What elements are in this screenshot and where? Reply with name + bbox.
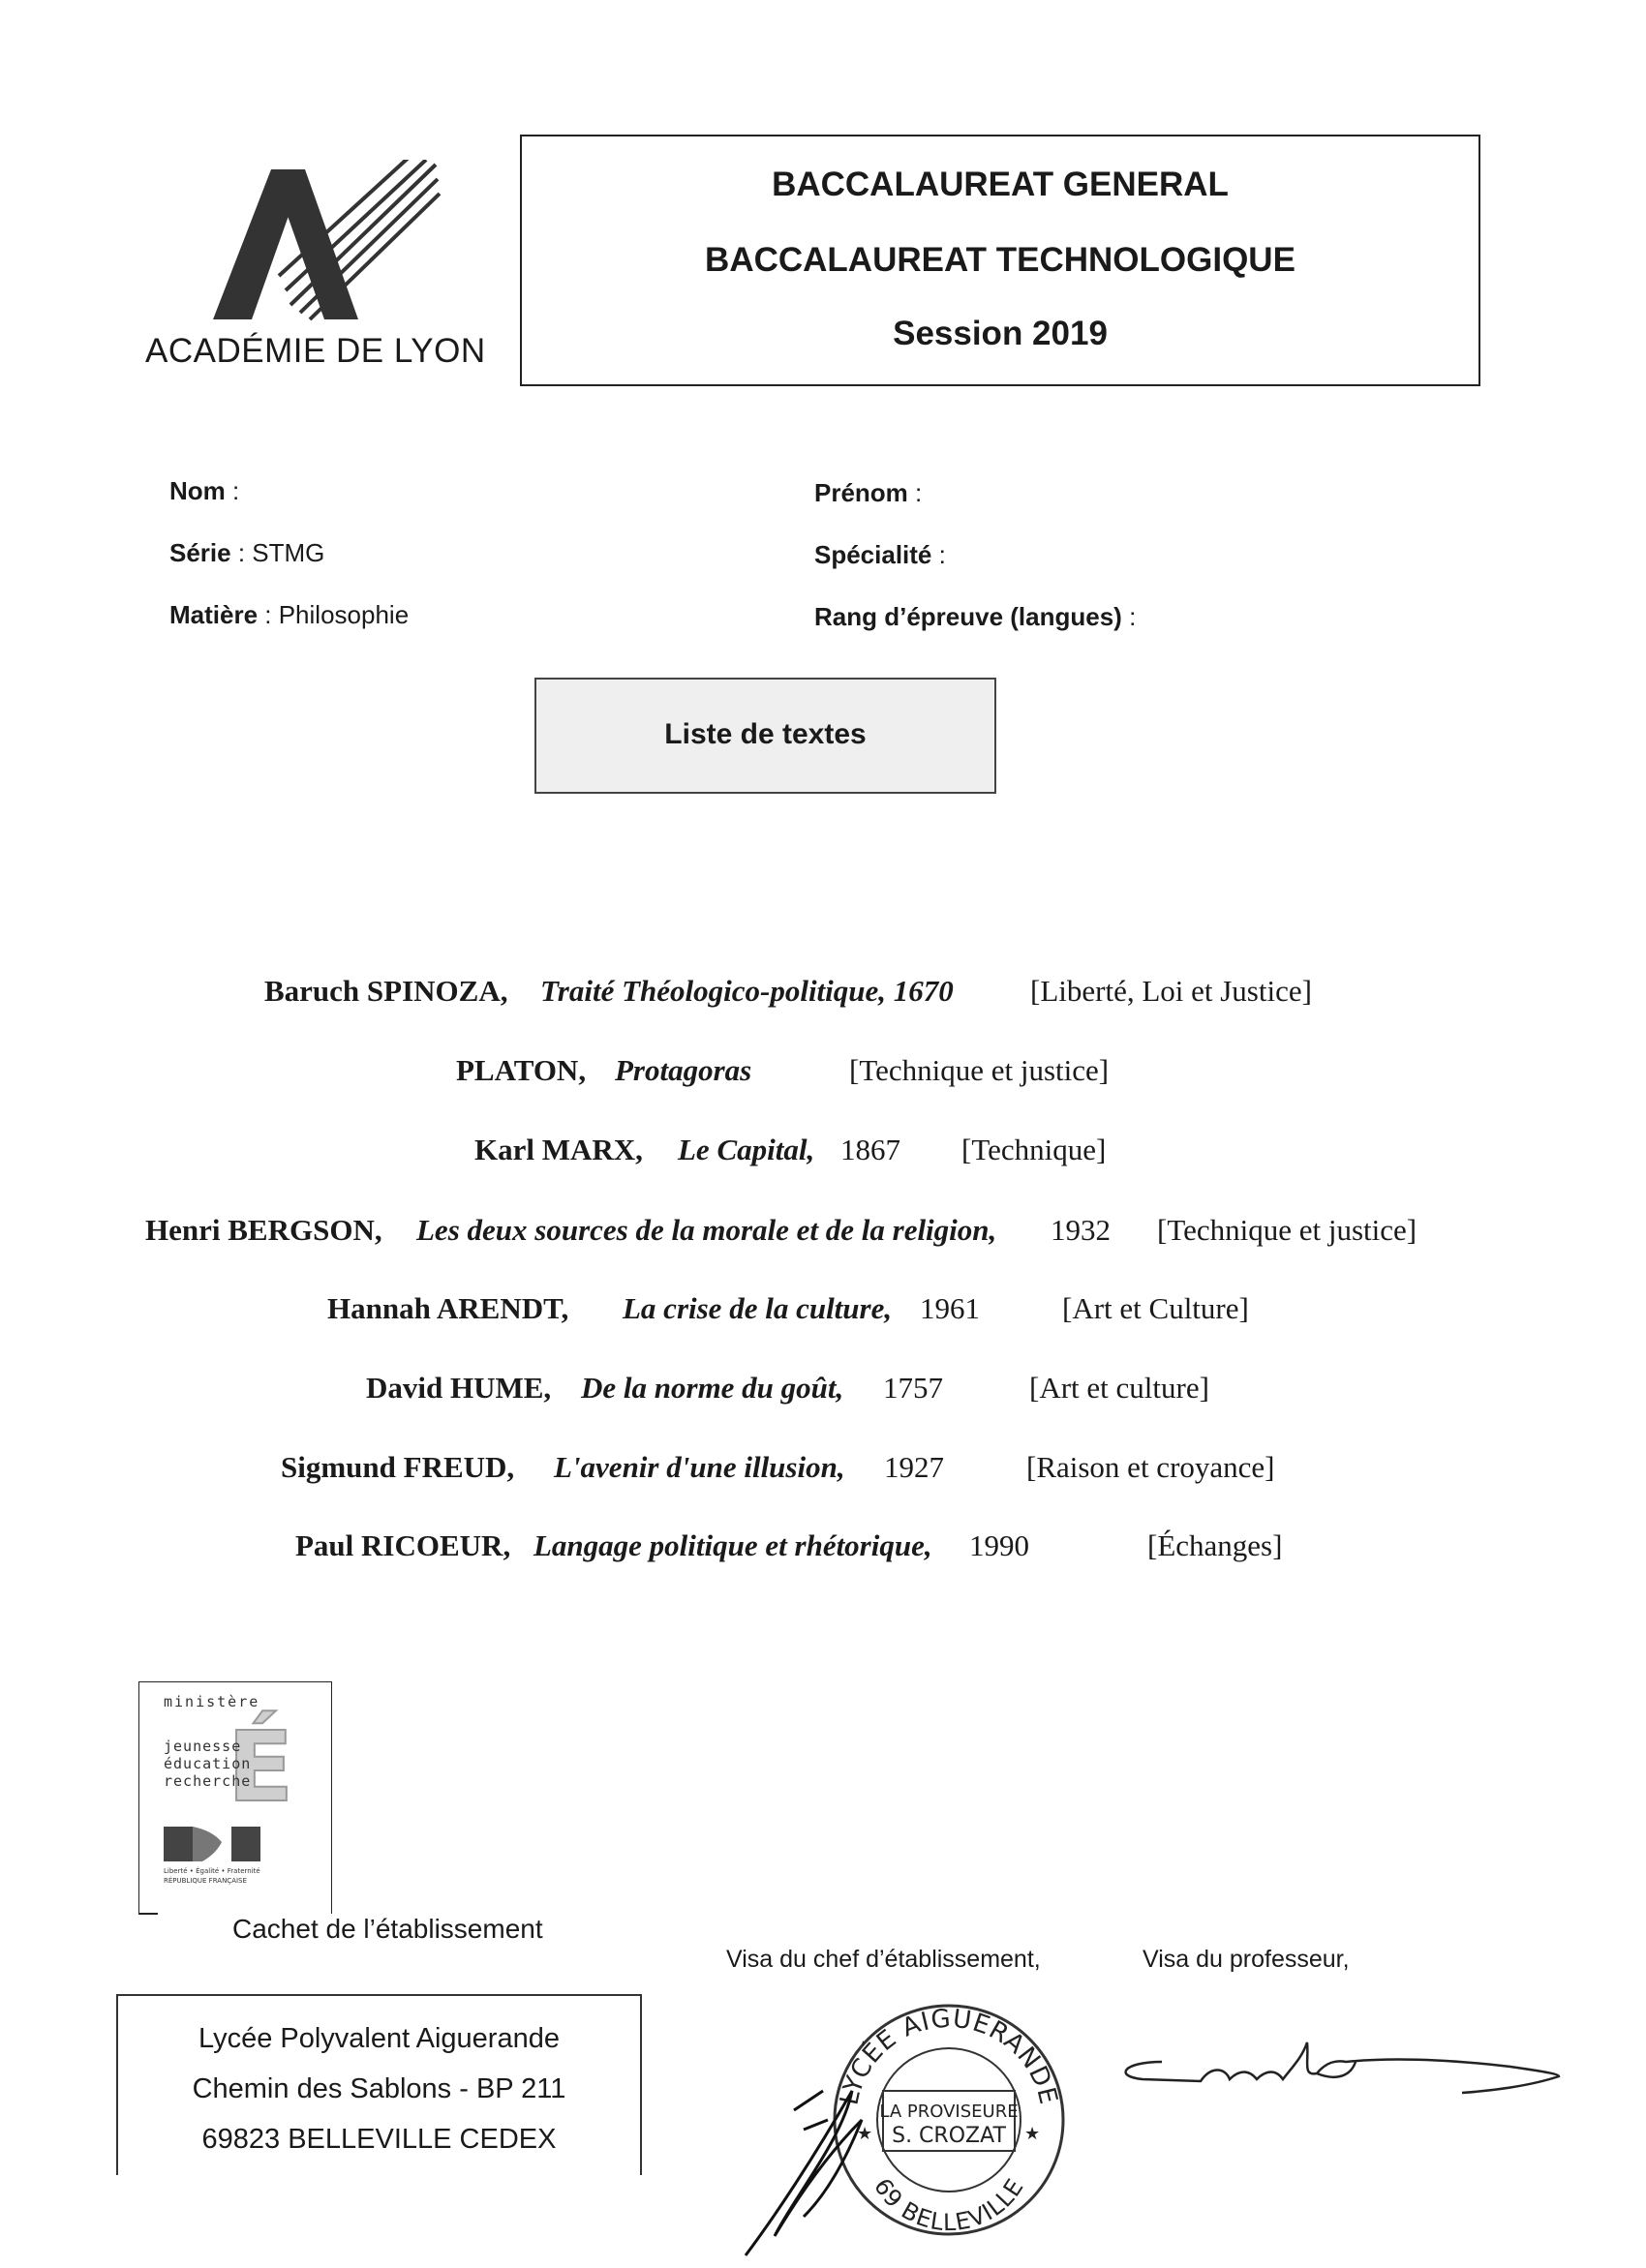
text-theme: [Technique et justice] xyxy=(849,1053,1110,1087)
text-work: Langage politique et rhétorique, xyxy=(533,1528,932,1562)
exam-title-box xyxy=(520,135,1480,386)
text-theme: [Art et Culture] xyxy=(1062,1291,1249,1325)
text-work: L'avenir d'une illusion, xyxy=(554,1450,845,1484)
matiere-value: : Philosophie xyxy=(258,600,410,629)
stamp-top-arc: LYCÉE AIGUERANDE xyxy=(835,2004,1063,2108)
field-matiere xyxy=(169,600,409,630)
text-work: Protagoras xyxy=(615,1053,752,1087)
field-serie xyxy=(169,538,324,568)
text-year: 1932 xyxy=(1051,1213,1111,1247)
field-specialite xyxy=(814,540,946,570)
text-theme: [Liberté, Loi et Justice] xyxy=(1030,974,1312,1008)
list-title: Liste de textes xyxy=(664,718,867,750)
text-author: Karl MARX, xyxy=(474,1133,643,1166)
rang-label: Rang d’épreuve (langues) xyxy=(814,602,1122,631)
title-bac-general: BACCALAUREAT GENERAL xyxy=(772,166,1229,203)
text-work: De la norme du goût, xyxy=(581,1371,844,1405)
text-author: Hannah ARENDT, xyxy=(327,1291,569,1325)
school-address-box xyxy=(116,1994,642,2175)
address-line2: Chemin des Sablons - BP 211 xyxy=(192,2073,566,2104)
text-theme: [Raison et croyance] xyxy=(1026,1450,1275,1484)
prenom-sep: : xyxy=(907,478,923,507)
field-prenom xyxy=(814,478,922,508)
text-theme: [Technique] xyxy=(961,1133,1107,1166)
ministry-line4: recherche xyxy=(164,1772,252,1790)
title-bac-techno: BACCALAUREAT TECHNOLOGIQUE xyxy=(705,241,1295,279)
academy-logo xyxy=(145,160,494,382)
text-author: David HUME, xyxy=(366,1371,552,1405)
academy-name: ACADÉMIE DE LYON xyxy=(145,332,486,370)
text-work: Les deux sources de la morale et de la religion, xyxy=(416,1213,997,1247)
text-work: Le Capital, xyxy=(678,1133,815,1166)
cachet-label: Cachet de l’établissement xyxy=(232,1914,543,1944)
text-year: 1961 xyxy=(920,1291,980,1325)
list-title-box xyxy=(534,678,996,794)
ministry-line2: jeunesse xyxy=(164,1738,242,1755)
text-year: 1990 xyxy=(969,1528,1029,1562)
official-stamp xyxy=(736,1975,1065,2263)
specialite-sep: : xyxy=(931,540,946,569)
text-year: 1927 xyxy=(884,1450,944,1484)
stamp-inner-line2: S. CROZAT xyxy=(892,2124,1006,2148)
serie-label: Série xyxy=(169,538,231,567)
stamp-bottom-arc: 69 BELLEVILLE xyxy=(868,2173,1030,2237)
ministry-line3: éducation xyxy=(164,1755,252,1772)
text-work: Traité Théologico-politique, 1670 xyxy=(540,974,954,1008)
specialite-label: Spécialité xyxy=(814,540,932,569)
nom-sep: : xyxy=(225,476,240,505)
matiere-label: Matière xyxy=(169,600,259,629)
rang-sep: : xyxy=(1121,602,1137,631)
visa-prof-label: Visa du professeur, xyxy=(1143,1946,1350,1973)
address-line1: Lycée Polyvalent Aiguerande xyxy=(198,2023,560,2054)
text-theme: [Technique et justice] xyxy=(1157,1213,1417,1247)
prof-signature-icon xyxy=(1104,2023,1569,2110)
text-author: Baruch SPINOZA, xyxy=(264,974,508,1008)
svg-text:69 BELLEVILLE xyxy=(869,2173,1029,2236)
ministry-logo xyxy=(138,1681,332,1923)
nom-label: Nom xyxy=(169,476,226,505)
svg-text:LYCÉE AIGUERANDE xyxy=(835,2005,1062,2108)
text-work: La crise de la culture, xyxy=(623,1291,893,1325)
stamp-star-icon: ★ xyxy=(857,2124,873,2144)
text-author: Paul RICOEUR, xyxy=(295,1528,511,1562)
visa-chef-label: Visa du chef d’établissement, xyxy=(726,1946,1041,1973)
stamp-inner-line1: LA PROVISEURE xyxy=(879,2102,1019,2122)
text-year: 1757 xyxy=(883,1371,943,1405)
stamp-star-icon: ★ xyxy=(1024,2124,1041,2144)
ministry-motto: Liberté • Égalité • Fraternité xyxy=(164,1867,260,1875)
marianne-icon xyxy=(164,1827,193,1861)
address-line3: 69823 BELLEVILLE CEDEX xyxy=(201,2124,557,2155)
text-theme: [Art et culture] xyxy=(1029,1371,1209,1405)
text-author: Henri BERGSON, xyxy=(145,1213,382,1247)
serie-value: : STMG xyxy=(230,538,325,567)
text-author: PLATON, xyxy=(456,1053,587,1087)
ministry-e-icon: É xyxy=(227,1710,294,1824)
prenom-label: Prénom xyxy=(814,478,908,507)
text-theme: [Échanges] xyxy=(1147,1528,1283,1562)
academy-a-icon xyxy=(213,160,445,329)
ministry-line1: ministère xyxy=(164,1693,260,1710)
field-rang xyxy=(814,602,1136,632)
chef-signature-icon xyxy=(746,2091,862,2255)
text-author: Sigmund FREUD, xyxy=(281,1450,515,1484)
text-year: 1867 xyxy=(840,1133,900,1166)
ministry-republic: RÉPUBLIQUE FRANÇAISE xyxy=(164,1877,247,1885)
field-nom xyxy=(169,476,239,506)
session-label: Session 2019 xyxy=(893,315,1108,352)
